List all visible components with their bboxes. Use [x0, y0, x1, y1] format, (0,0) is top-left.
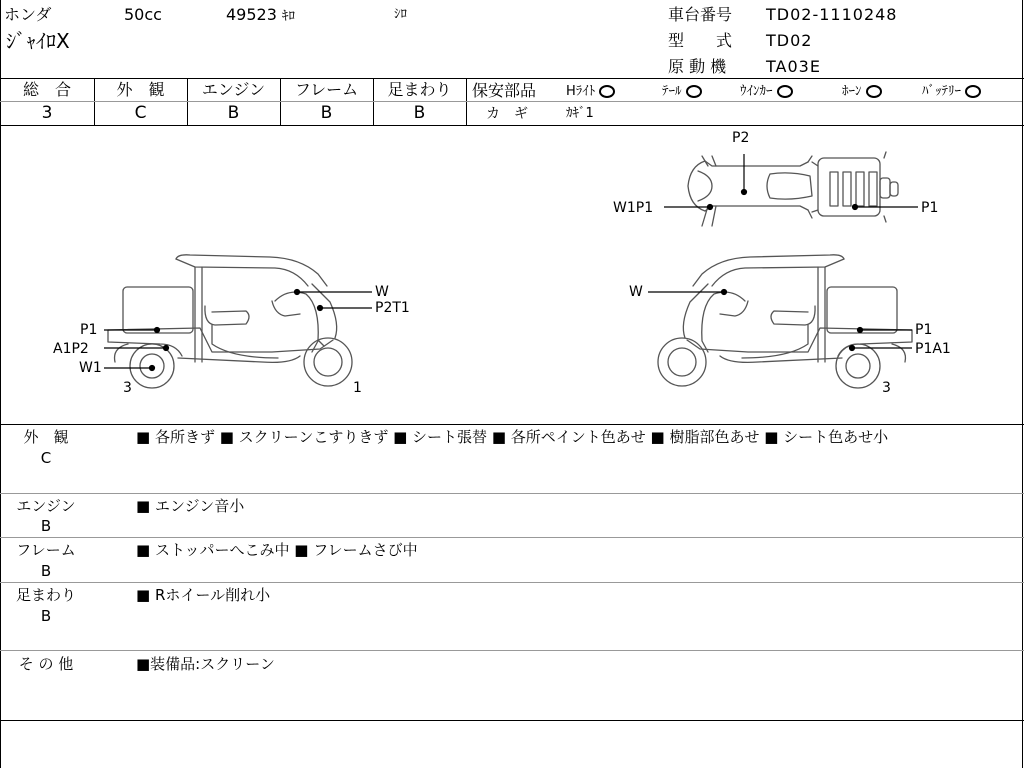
label-left-p1: P1 — [80, 322, 98, 338]
mileage — [226, 6, 295, 26]
label-left-a1p2: A1P2 — [53, 341, 89, 357]
label-right-rear-num: 3 — [882, 380, 891, 396]
section-divider — [0, 493, 1024, 494]
mileage-unit: ｷﾛ — [282, 9, 295, 24]
grade-overall-value: 3 — [41, 103, 53, 123]
displacement: 50cc — [124, 5, 162, 24]
check-circle-icon — [866, 85, 882, 98]
label-left-w1: W1 — [79, 360, 102, 376]
safety-item-label: ｳｲﾝｶｰ — [740, 84, 773, 99]
check-circle-icon — [965, 85, 981, 98]
grade-engine-label: エンジン — [201, 80, 266, 99]
section-exterior-grade: C — [40, 449, 52, 467]
label-right-w: W — [629, 284, 643, 300]
safety-item-tail — [662, 83, 702, 101]
key-value: ｶｷﾞ1 — [566, 106, 594, 121]
mileage-value: 49523 — [226, 5, 277, 24]
label-left-p2t1: P2T1 — [375, 300, 410, 316]
section-other-text: ■装備品:スクリーン — [136, 655, 275, 673]
check-circle-icon — [599, 85, 615, 98]
section-divider — [0, 650, 1024, 651]
label-left-front-num: 1 — [353, 380, 362, 396]
type-label: 型 式 — [668, 31, 733, 50]
header-divider — [0, 78, 1024, 79]
section-other-label: そ の 他 — [18, 655, 74, 673]
safety-item-label: Hﾗｲﾄ — [566, 84, 596, 99]
key-label: カ ギ — [486, 106, 528, 122]
section-exterior-label: 外 観 — [23, 428, 69, 446]
safety-item-label: ﾊﾞｯﾃﾘｰ — [922, 84, 961, 99]
section-suspension-grade: B — [40, 607, 52, 625]
section-frame-grade: B — [40, 562, 52, 580]
check-circle-icon — [686, 85, 702, 98]
grade-frame-label: フレーム — [294, 80, 359, 99]
safety-item-label: ﾎｰﾝ — [842, 84, 862, 99]
label-left-rear-num: 3 — [123, 380, 132, 396]
safety-item-winker — [740, 83, 793, 101]
scooter-right-view — [658, 255, 912, 388]
section-engine-grade: B — [40, 517, 52, 535]
grade-suspension-value: B — [413, 103, 426, 123]
grade-overall-label: 総 合 — [22, 80, 71, 99]
safety-midline — [466, 101, 1022, 102]
scooter-diagram — [0, 126, 1022, 424]
chassis-value: TD02-1110248 — [766, 5, 898, 24]
safety-label: 保安部品 — [472, 81, 537, 100]
safety-item-headlight — [566, 83, 615, 101]
label-right-p1: P1 — [915, 322, 933, 338]
chassis-label: 車台番号 — [668, 5, 733, 24]
label-top-w1p1: W1P1 — [613, 200, 654, 216]
section-engine-text: ■ エンジン音小 — [136, 497, 245, 515]
section-divider — [0, 537, 1024, 538]
frame-right — [1022, 0, 1023, 768]
grade-frame-value: B — [320, 103, 333, 123]
engine-value: TA03E — [766, 57, 821, 76]
section-exterior-text: ■ 各所きず ■ スクリーンこすりきず ■ シート張替 ■ 各所ペイント色あせ ■ 樹脂部色あせ ■ シート色あせ小 — [136, 428, 889, 446]
grade-engine-value: B — [227, 103, 240, 123]
label-left-w: W — [375, 284, 389, 300]
safety-item-label: ﾃｰﾙ — [662, 84, 682, 99]
footer-divider — [0, 720, 1024, 721]
safety-item-horn — [842, 83, 882, 101]
section-suspension-label: 足まわり — [15, 586, 76, 604]
safety-item-battery — [922, 83, 981, 101]
scooter-top-view — [688, 152, 898, 226]
grade-suspension-label: 足まわり — [387, 80, 452, 99]
section-engine-label: エンジン — [16, 497, 76, 515]
label-right-p1a1: P1A1 — [915, 341, 951, 357]
section-frame-label: フレーム — [16, 541, 76, 559]
type-value: TD02 — [766, 31, 813, 50]
grade-exterior-value: C — [134, 103, 147, 123]
vehicle-color: ｼﾛ — [394, 7, 407, 22]
label-top-p1: P1 — [921, 200, 939, 216]
engine-label: 原 動 機 — [668, 57, 727, 76]
model-name: ｼﾞｬｲﾛX — [6, 29, 70, 53]
diagram-bottom-divider — [0, 424, 1024, 425]
section-frame-text: ■ ストッパーへこみ中 ■ フレームさび中 — [136, 541, 418, 559]
section-divider — [0, 582, 1024, 583]
check-circle-icon — [777, 85, 793, 98]
maker-name: ホンダ — [4, 5, 52, 24]
grade-exterior-label: 外 観 — [116, 80, 165, 99]
label-top-p2: P2 — [732, 130, 750, 146]
grade-midline — [0, 101, 466, 102]
section-suspension-text: ■ Rホイール削れ小 — [136, 586, 271, 604]
